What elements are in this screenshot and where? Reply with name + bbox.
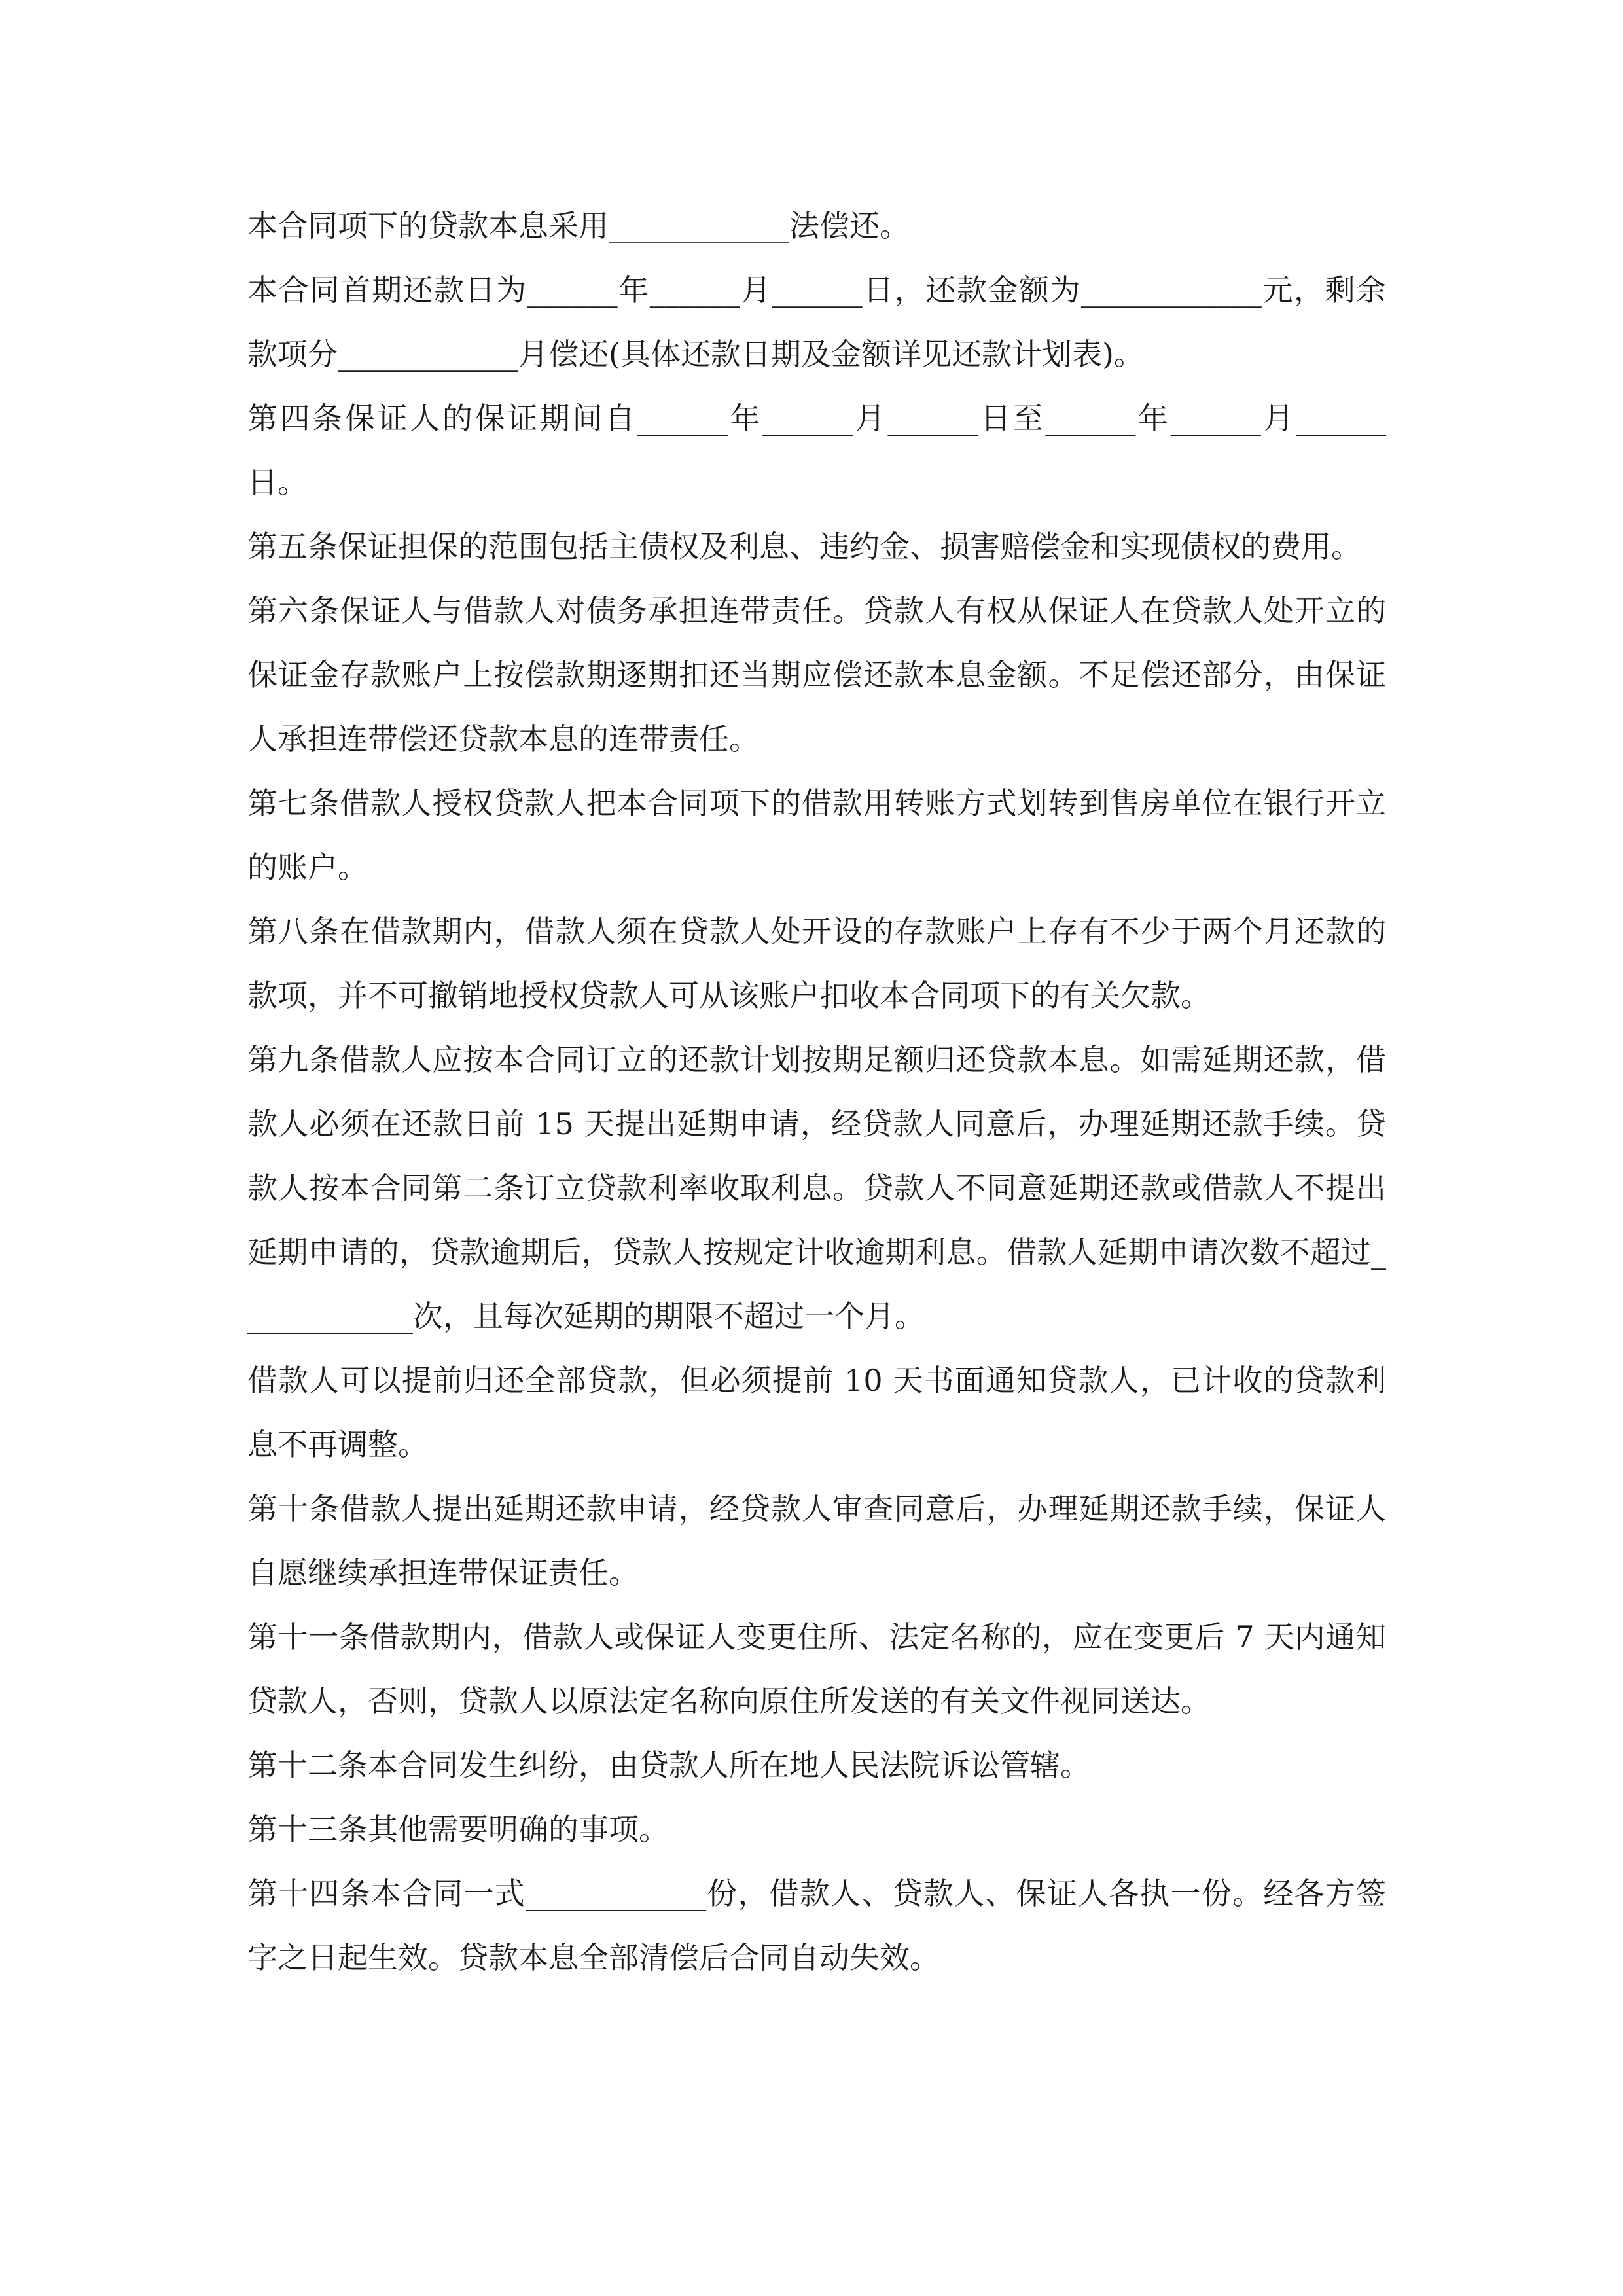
paragraph-article-12: 第十二条本合同发生纠纷，由贷款人所在地人民法院诉讼管辖。 xyxy=(247,1748,1090,1783)
paragraph-article-7: 第七条借款人授权贷款人把本合同项下的借款用转账方式划转到售房单位在银行开立的账户。 xyxy=(247,785,1386,885)
paragraph-article-6: 第六条保证人与借款人对债务承担连带责任。贷款人有权从保证人在贷款人处开立的保证金存款账户上按偿款期逐期扣还当期应偿还款本息金额。不足偿还部分，由保证人承担连带偿还贷款本息的连带责任。 xyxy=(247,593,1386,757)
paragraph-article-9: 第九条借款人应按本合同订立的还款计划按期足额归还贷款本息。如需延期还款，借款人必须在还款日前 15 天提出延期申请，经贷款人同意后，办理延期还款手续。贷款人按本合同第二条订立贷款利率收取利息。贷款人不同意延期还款或借款人不提出延期申请的，贷款逾期后，贷款人按规定计收逾期利息。借款人延期申请次数不超过____________次，且每次延期的期限不超过一个月。 xyxy=(247,1042,1386,1334)
paragraph-early-repayment: 借款人可以提前归还全部贷款，但必须提前 10 天书面通知贷款人，已计收的贷款利息不再调整。 xyxy=(247,1363,1386,1462)
paragraph-first-repayment: 本合同首期还款日为______年______月______日，还款金额为____________元，剩余款项分____________月偿还(具体还款日期及金额详见还款计划表)。 xyxy=(247,272,1386,372)
paragraph-article-5: 第五条保证担保的范围包括主债权及利息、违约金、损害赔偿金和实现债权的费用。 xyxy=(247,529,1361,564)
paragraph-article-11: 第十一条借款期内，借款人或保证人变更住所、法定名称的，应在变更后 7 天内通知贷款人，否则，贷款人以原法定名称向原住所发送的有关文件视同送达。 xyxy=(247,1619,1386,1719)
document-body xyxy=(247,194,1386,1990)
paragraph-article-4: 第四条保证人的保证期间自______年______月______日至______年______月______日。 xyxy=(247,401,1386,500)
paragraph-article-13: 第十三条其他需要明确的事项。 xyxy=(247,1812,669,1847)
paragraph-article-14: 第十四条本合同一式____________份，借款人、贷款人、保证人各执一份。经各方签字之日起生效。贷款本息全部清偿后合同自动失效。 xyxy=(247,1876,1386,1975)
paragraph-repayment-method: 本合同项下的贷款本息采用____________法偿还。 xyxy=(247,208,910,243)
paragraph-article-8: 第八条在借款期内，借款人须在贷款人处开设的存款账户上存有不少于两个月还款的款项，并不可撤销地授权贷款人可从该账户扣收本合同项下的有关欠款。 xyxy=(247,914,1386,1013)
paragraph-article-10: 第十条借款人提出延期还款申请，经贷款人审查同意后，办理延期还款手续，保证人自愿继续承担连带保证责任。 xyxy=(247,1491,1386,1590)
